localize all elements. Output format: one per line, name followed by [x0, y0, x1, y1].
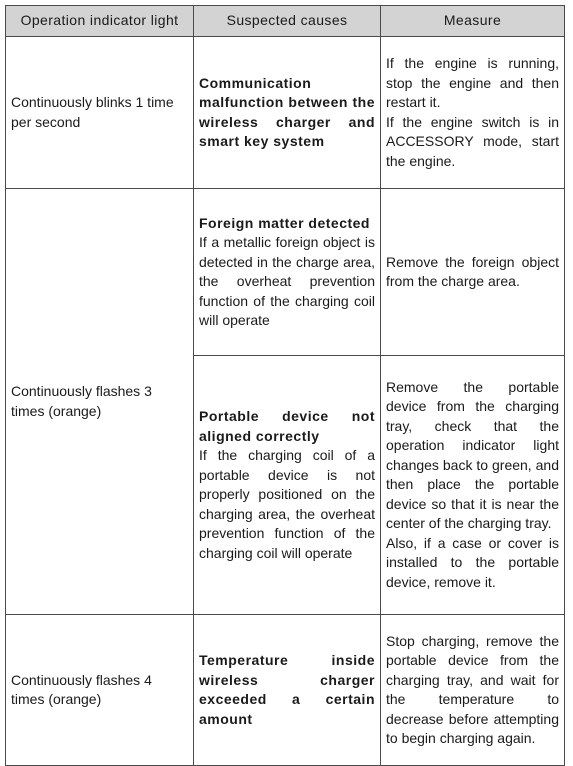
measure-text: Stop charging, remove the portable device from the charging tray, and wait for the temperature to decrease before attempting to begin charging again.: [386, 632, 559, 746]
cause-text: If a metallic foreign object is detected in the charge area, the overheat prevention function of the charging coil will operate: [199, 234, 375, 328]
indicator-cell: [6, 615, 194, 766]
cause-cell: [194, 356, 381, 615]
table-row: [6, 615, 565, 766]
measure-text: If the engine switch is in ACCESSORY mode, start the engine.: [386, 113, 559, 169]
table-row: [6, 189, 565, 356]
cause-cell: [194, 189, 381, 356]
measure-cell: [381, 356, 565, 615]
cause-title: Communication malfunction between the wireless charger and smart key system: [199, 74, 375, 149]
measure-text: Also, if a case or cover is installed to the portable device, remove it.: [386, 534, 559, 590]
measure-cell: [381, 189, 565, 356]
measure-cell: [381, 37, 565, 189]
indicator-text: Continuously flashes 4 times (orange): [11, 671, 152, 707]
measure-text: Remove the portable device from the charging tray, check that the operation indicator light changes back to green, and then place the portable device so that it is near the center of the charging tray.: [386, 378, 559, 532]
indicator-text: Continuously flashes 3 times (orange): [11, 383, 152, 419]
cause-cell: [194, 37, 381, 189]
header-causes: Suspected causes: [194, 6, 381, 37]
cause-title: Portable device not aligned correctly: [199, 408, 375, 444]
measure-text: If the engine is running, stop the engine and then restart it.: [386, 55, 559, 110]
table-row: [6, 37, 565, 189]
indicator-cell: [6, 189, 194, 615]
measure-cell: [381, 615, 565, 766]
indicator-text: Continuously blinks 1 time per second: [11, 94, 174, 130]
cause-text: If the charging coil of a portable device is not properly positioned on the charging area, the overheat prevention function of the charging coil will operate: [199, 447, 375, 561]
cause-title: Foreign matter detected: [199, 214, 370, 231]
measure-text: Remove the foreign object from the charge area.: [386, 253, 559, 289]
cause-cell: [194, 615, 381, 766]
cause-title: Temperature inside wireless charger exceeded a certain amount: [199, 652, 375, 727]
header-row: [6, 6, 565, 37]
header-indicator: Operation indicator light: [6, 6, 194, 37]
troubleshooting-table: [5, 5, 565, 766]
header-measure: Measure: [381, 6, 565, 37]
indicator-cell: [6, 37, 194, 189]
